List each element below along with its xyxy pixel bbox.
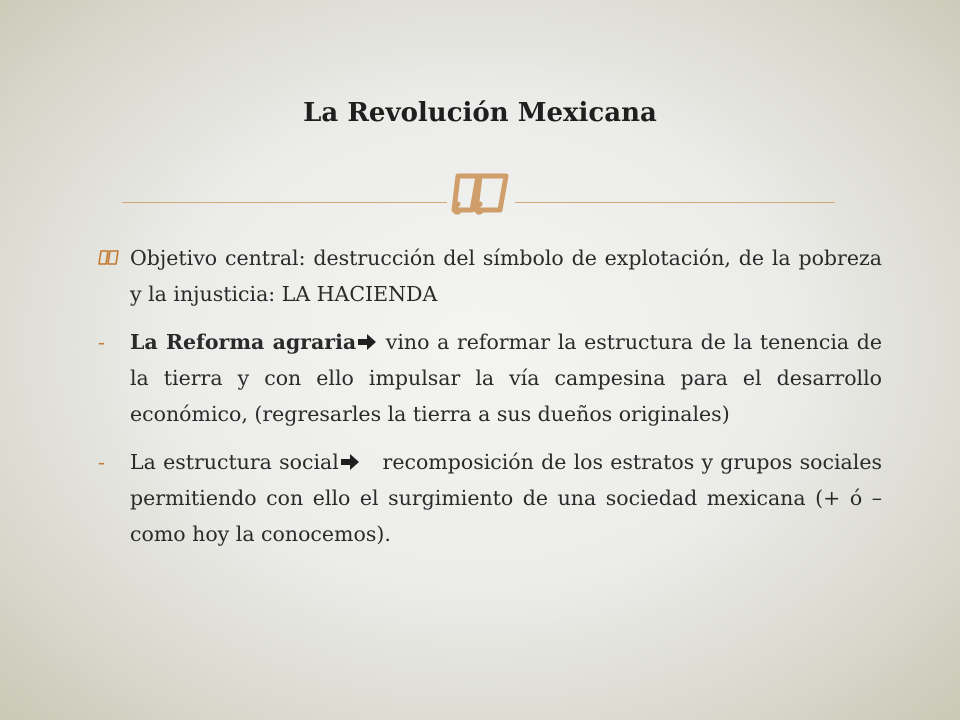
dash-marker: - [98,450,105,474]
list-item-estructura-social [98,444,889,552]
title-divider-left [122,202,447,203]
slide-title: La Revolución Mexicana [303,98,657,128]
dash-marker: - [98,330,105,354]
bullet-item [98,240,882,312]
title-divider-right [515,202,835,203]
right-arrow-icon [339,453,361,471]
item-heading: La estructura social [130,450,339,474]
bullet-text: Objetivo central: destrucción del símbolo de explotación, de la pobreza y la injusticia: LA HACIENDA [130,246,882,306]
slide-content [98,240,889,564]
double-scroll-bullet-icon [98,249,120,267]
list-item-reforma-agraria [98,324,882,432]
item-text: recomposición de los estratos y grupos sociales permitiendo con ello el surgimiento de una sociedad mexicana (+ ó – como hoy la conocemos). [130,450,889,546]
item-text: vino a reformar la estructura de la tenencia de la tierra y con ello impulsar la vía campesina para el desarrollo económico, (regresarles la tierra a sus dueños originales) [130,330,882,426]
double-scroll-ornament-icon [450,164,512,222]
right-arrow-icon [356,333,378,351]
item-heading: La Reforma agraria [130,330,357,354]
